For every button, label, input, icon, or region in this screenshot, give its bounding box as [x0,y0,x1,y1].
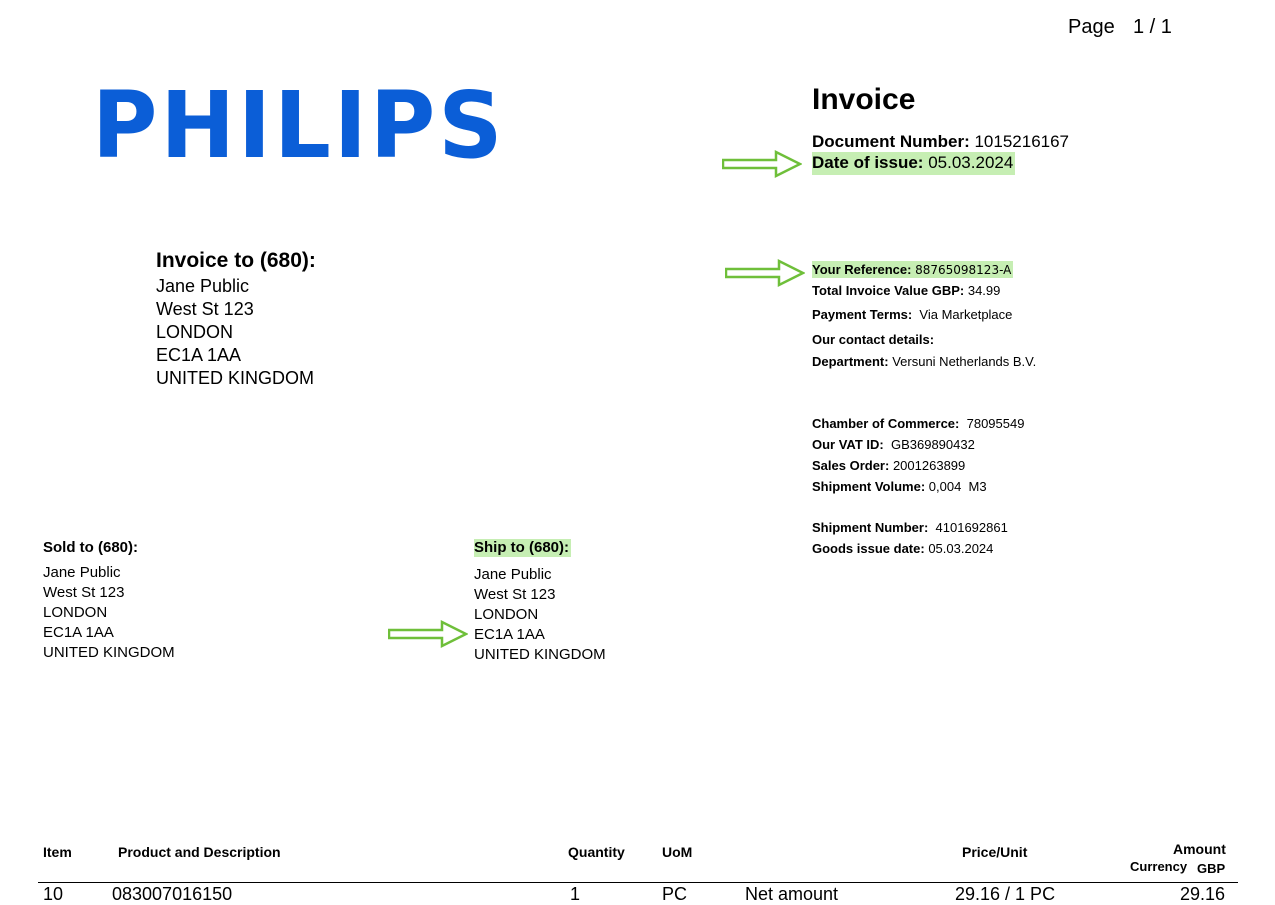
address-line: West St 123 [43,584,125,601]
page-number: 1 / 1 [1133,16,1172,38]
contact-details-heading: Our contact details: [812,332,935,347]
row-item: 10 [43,884,64,904]
row-amount: 29.16 [1180,884,1226,904]
address-line: UNITED KINGDOM [474,646,606,663]
shipment-number-value: 4101692861 [935,520,1008,535]
ship-to-heading: Ship to (680): [474,539,570,556]
row-product: 083007016150 [112,884,233,904]
column-header-uom: UoM [662,844,693,860]
address-line: UNITED KINGDOM [156,368,315,388]
page-label: Page [1068,16,1115,38]
address-line: UNITED KINGDOM [43,644,175,661]
arrow-right-icon [388,619,468,649]
invoice-to-address [156,275,314,390]
column-header-item: Item [43,844,72,860]
arrow-right-icon [725,258,805,288]
arrow-right-icon [722,149,802,179]
address-line: EC1A 1AA [43,624,114,641]
sales-order-label: Sales Order: [812,458,890,473]
total-invoice-value-line [812,283,1000,298]
chamber-value: 78095549 [966,416,1025,431]
goods-issue-date-line [812,541,993,556]
department-value: Versuni Netherlands B.V. [892,354,1037,369]
shipment-volume-label: Shipment Volume: [812,479,926,494]
goods-issue-label: Goods issue date: [812,541,925,556]
column-header-currency: GBP [1197,861,1226,876]
chamber-label: Chamber of Commerce: [812,416,960,431]
shipment-volume-line [812,479,987,494]
address-line: Jane Public [474,566,552,583]
address-line: Jane Public [156,276,250,296]
row-price: 29.16 / 1 PC [955,884,1056,904]
total-value-label: Total Invoice Value [812,283,929,298]
date-of-issue-value: 05.03.2024 [928,153,1014,172]
date-of-issue-label: Date of issue: [812,153,924,172]
row-uom: PC [662,884,688,904]
company-logo: PHILIPS [92,72,506,179]
document-number-label: Document Number: [812,132,970,151]
your-reference-label: Your Reference: [812,262,912,277]
document-number-value: 1015216167 [974,132,1070,151]
address-line: EC1A 1AA [156,345,242,365]
column-header-product: Product and Description [118,844,281,860]
total-value-currency: GBP [931,283,960,298]
sold-to-heading: Sold to (680): [43,539,139,556]
address-line: LONDON [156,322,234,342]
column-header-currency-label: Currency [1130,859,1188,874]
table-header-rule [38,882,1238,883]
document-number-line [812,132,1069,152]
payment-terms-value: Via Marketplace [919,307,1013,322]
sold-to-address [43,563,175,663]
total-value-separator: : [959,283,965,298]
row-note: Net amount [745,884,839,904]
sales-order-value: 2001263899 [892,458,966,473]
invoice-title: Invoice [812,83,916,116]
shipment-number-line [812,520,1008,535]
column-header-price: Price/Unit [962,844,1028,860]
goods-issue-value: 05.03.2024 [928,541,994,556]
shipment-volume-value: 0,004 M3 [928,479,987,494]
address-line: Jane Public [43,564,121,581]
chamber-of-commerce-line [812,416,1024,431]
row-quantity: 1 [570,884,581,904]
vat-value: GB369890432 [890,437,975,452]
address-line: LONDON [43,604,108,621]
total-value: 34.99 [967,283,1001,298]
ship-to-address [474,565,606,665]
vat-id-line [812,437,975,452]
address-line: LONDON [474,606,539,623]
shipment-number-label: Shipment Number: [812,520,929,535]
payment-terms-line [812,307,1012,322]
vat-label: Our VAT ID: [812,437,884,452]
your-reference-line [812,261,1013,278]
column-header-quantity: Quantity [568,844,625,860]
sales-order-line [812,458,965,473]
your-reference-value: 88765098123-A [915,263,1012,277]
address-line: West St 123 [474,586,556,603]
department-label: Department: [812,354,889,369]
date-of-issue-line [812,152,1015,175]
address-line: West St 123 [156,299,254,319]
invoice-to-heading: Invoice to (680): [156,249,316,272]
address-line: EC1A 1AA [474,626,545,643]
payment-terms-label: Payment Terms: [812,307,913,322]
column-header-amount: Amount [1173,841,1226,857]
department-line [812,354,1036,369]
